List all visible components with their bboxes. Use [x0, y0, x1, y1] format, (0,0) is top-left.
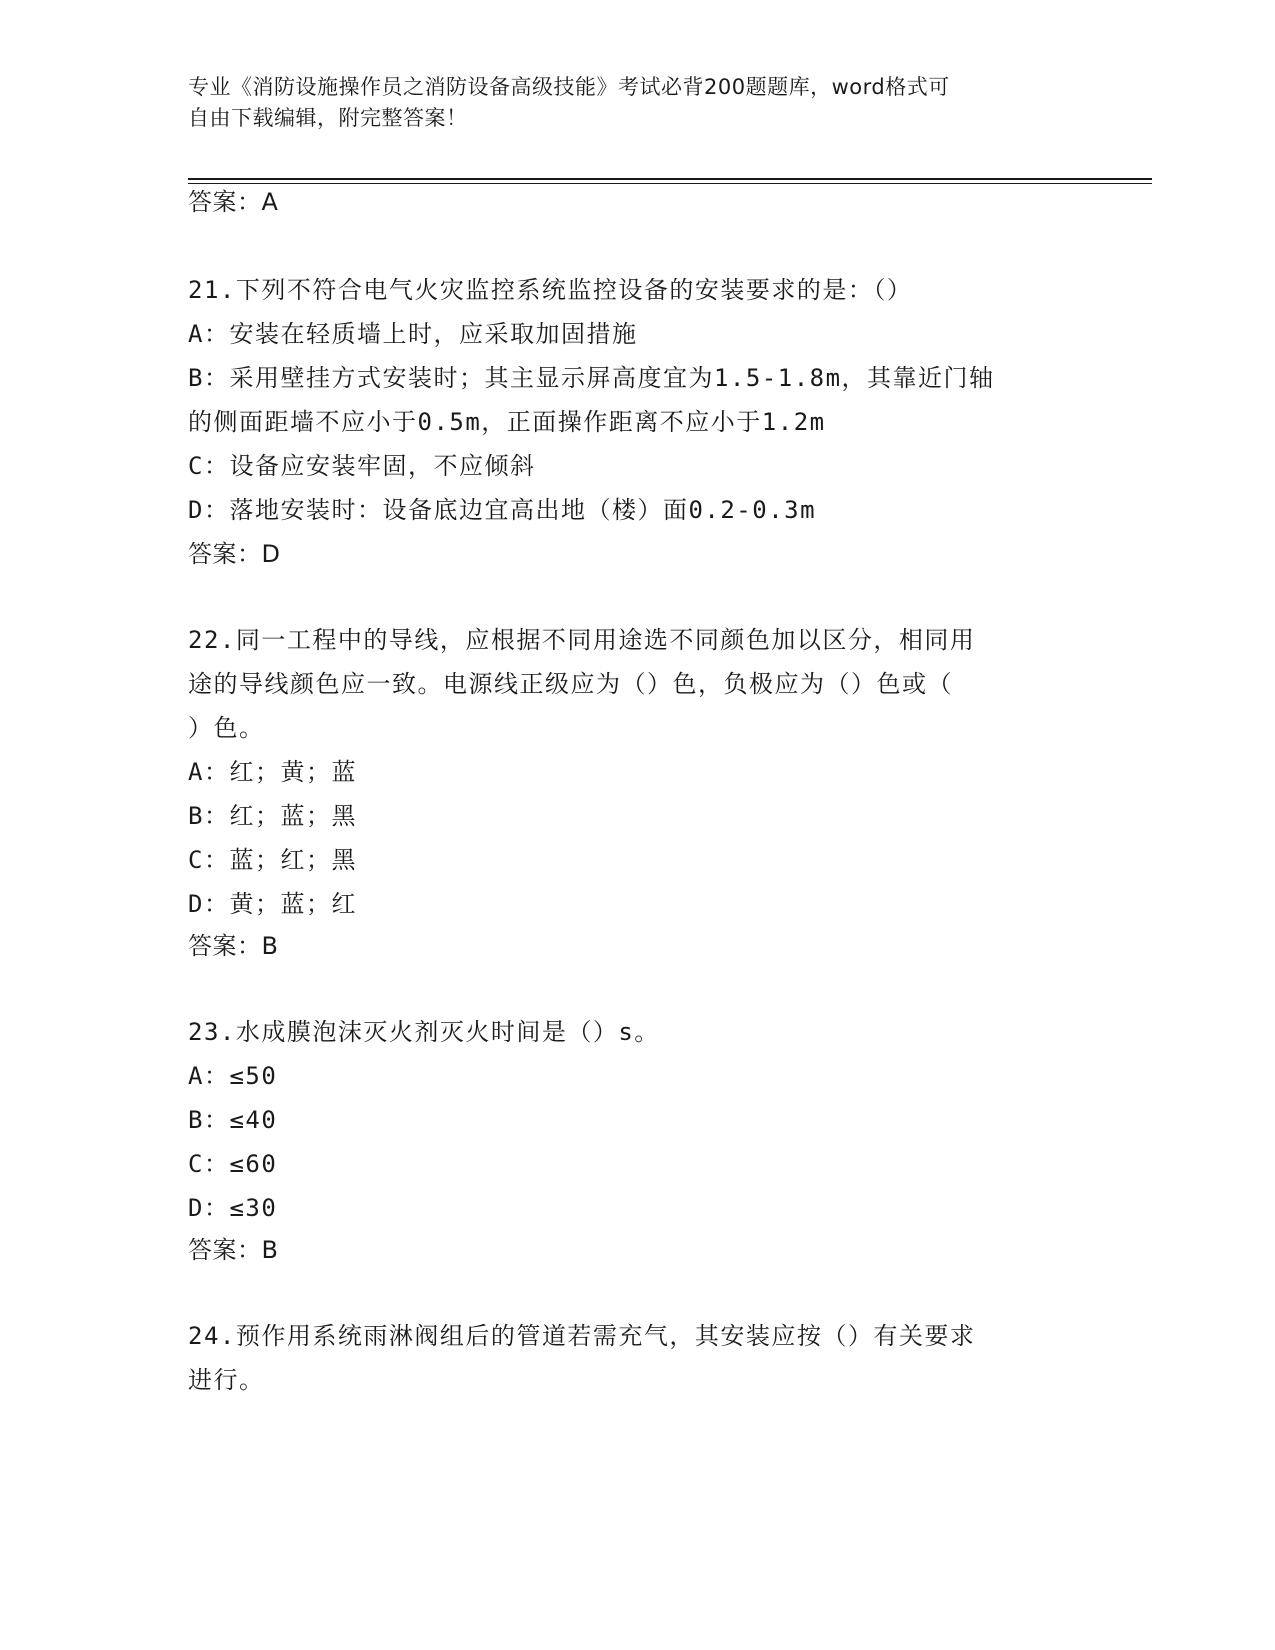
question-23-option-b: B：≤40: [188, 1106, 278, 1134]
question-23-answer: 答案：B: [188, 1236, 279, 1264]
document-header: [188, 72, 1088, 134]
question-21-option-b: B：采用壁挂方式安装时；其主显示屏高度宜为1.5-1.8m，其靠近门轴: [188, 364, 995, 392]
question-23-stem: 23.水成膜泡沫灭火剂灭火时间是（）s。: [188, 1018, 660, 1046]
question-22-stem-cont-1: 途的导线颜色应一致。电源线正级应为（）色，负极应为（）色或（: [188, 670, 953, 698]
question-23-option-d: D：≤30: [188, 1194, 278, 1222]
header-divider-thin: [188, 183, 1152, 184]
question-24-stem-cont: 进行。: [188, 1366, 265, 1394]
question-22-option-a: A：红；黄；蓝: [188, 758, 357, 786]
question-21-option-d: D：落地安装时：设备底边宜高出地（楼）面0.2-0.3m: [188, 496, 817, 524]
question-21-option-b-cont: 的侧面距墙不应小于0.5m，正面操作距离不应小于1.2m: [188, 408, 826, 436]
header-line-1: 专业《消防设施操作员之消防设备高级技能》考试必背200题题库，word格式可: [188, 75, 950, 99]
question-21-option-c: C：设备应安装牢固，不应倾斜: [188, 452, 536, 480]
header-line-2: 自由下载编辑，附完整答案！: [188, 106, 468, 130]
question-21-answer: 答案：D: [188, 540, 281, 568]
question-22-option-d: D：黄；蓝；红: [188, 890, 357, 918]
header-divider: [188, 178, 1152, 180]
question-21-stem: 21.下列不符合电气火灾监控系统监控设备的安装要求的是：（）: [188, 276, 913, 304]
question-22-answer: 答案：B: [188, 932, 279, 960]
question-22-stem-cont-2: ）色。: [188, 714, 265, 742]
question-22-option-b: B：红；蓝；黑: [188, 802, 357, 830]
question-23-option-c: C：≤60: [188, 1150, 278, 1178]
question-24-stem: 24.预作用系统雨淋阀组后的管道若需充气，其安装应按（）有关要求: [188, 1322, 976, 1350]
previous-answer: 答案：A: [188, 188, 279, 216]
question-22-stem: 22.同一工程中的导线，应根据不同用途选不同颜色加以区分，相同用: [188, 626, 976, 654]
question-23-option-a: A：≤50: [188, 1062, 278, 1090]
question-22-option-c: C：蓝；红；黑: [188, 846, 357, 874]
question-21-option-a: A：安装在轻质墙上时，应采取加固措施: [188, 320, 638, 348]
